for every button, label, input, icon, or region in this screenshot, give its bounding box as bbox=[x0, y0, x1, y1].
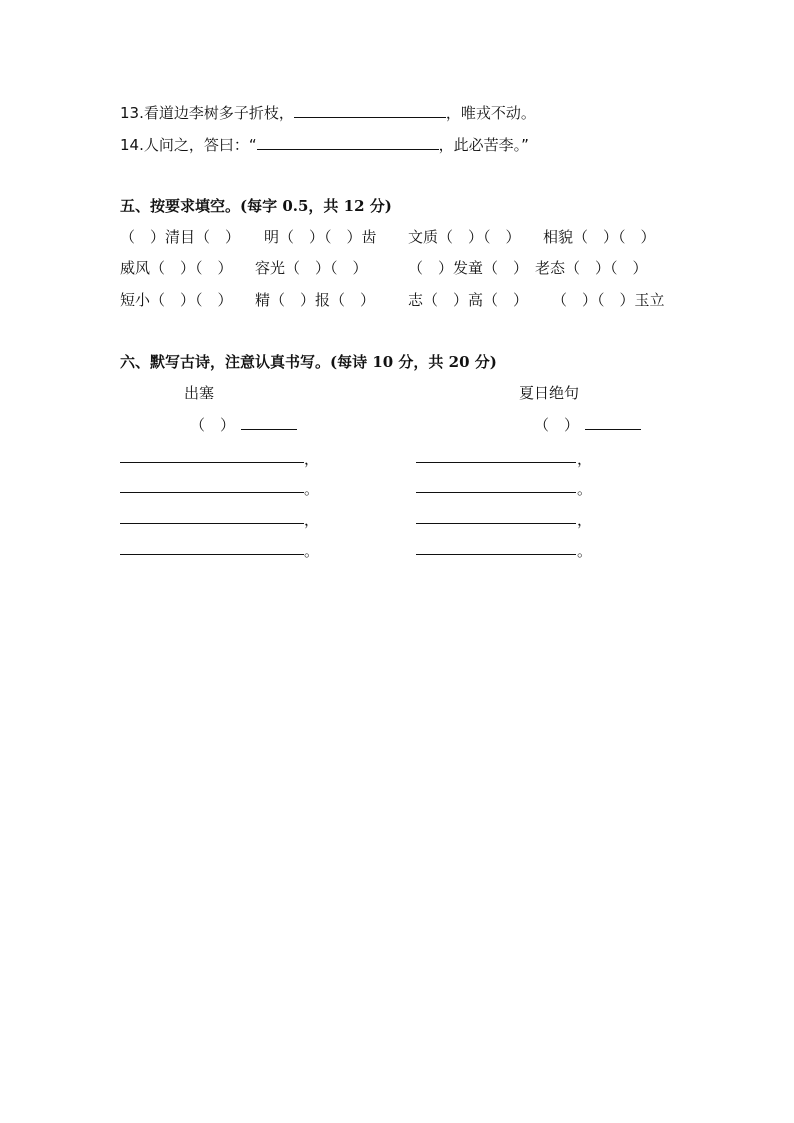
idiom-r3-c1[interactable]: 短小（ ）（ ） bbox=[120, 291, 233, 309]
question-14 bbox=[120, 134, 529, 155]
poem-1-author-blank[interactable] bbox=[241, 414, 297, 430]
idiom-r3-c3[interactable]: 志（ ）高（ ） bbox=[408, 291, 529, 309]
poem-2-line-2-punct: 。 bbox=[577, 480, 593, 498]
idiom-r1-c2[interactable]: 明（ ）（ ）齿 bbox=[264, 228, 377, 246]
question-13-answer-blank[interactable] bbox=[294, 102, 446, 118]
idiom-r1-c1[interactable]: （ ）清目（ ） bbox=[120, 228, 241, 246]
poem-1-line-3-punct: ， bbox=[304, 511, 320, 529]
poem-1-line-2-punct: 。 bbox=[304, 480, 320, 498]
poem-2-line-1-punct: ， bbox=[577, 450, 593, 468]
idiom-r1-c4[interactable]: 相貌（ ）（ ） bbox=[543, 228, 656, 246]
idiom-r2-c2[interactable]: 容光（ ）（ ） bbox=[255, 259, 368, 277]
idiom-r2-c4[interactable]: 老态（ ）（ ） bbox=[535, 259, 648, 277]
poem-1-dynasty-row bbox=[190, 414, 297, 435]
poem-1-line-1-punct: ， bbox=[304, 450, 320, 468]
poem-2-dynasty-blank[interactable]: （ ） bbox=[534, 416, 580, 434]
poem-2-line-3-punct: ， bbox=[577, 511, 593, 529]
poem-1-line-4-blank[interactable] bbox=[120, 554, 304, 555]
poem-2-line-4-punct: 。 bbox=[577, 542, 593, 560]
question-13-suffix: ，唯戎不动。 bbox=[445, 104, 536, 122]
poem-1-line-4-punct: 。 bbox=[304, 542, 320, 560]
section-5-heading: 五、按要求填空。(每字 0.5，共 12 分) bbox=[120, 197, 392, 215]
poem-2-line-2-blank[interactable] bbox=[416, 492, 576, 493]
poem-2-line-4-blank[interactable] bbox=[416, 554, 576, 555]
poem-2-dynasty-row bbox=[534, 414, 641, 435]
poem-2-author-blank[interactable] bbox=[585, 414, 641, 430]
question-14-suffix: ，此必苦李。” bbox=[438, 136, 529, 154]
idiom-r3-c2[interactable]: 精（ ）报（ ） bbox=[255, 291, 376, 309]
question-14-prefix: 14.人问之，答曰：“ bbox=[120, 136, 257, 154]
poem-2-line-1-blank[interactable] bbox=[416, 462, 576, 463]
idiom-r2-c3[interactable]: （ ）发童（ ） bbox=[408, 259, 529, 277]
idiom-r3-c4[interactable]: （ ）（ ）玉立 bbox=[552, 291, 665, 309]
poem-2-line-3-blank[interactable] bbox=[416, 523, 576, 524]
question-14-answer-blank[interactable] bbox=[257, 134, 439, 150]
poem-1-line-1-blank[interactable] bbox=[120, 462, 304, 463]
poem-2-title: 夏日绝句 bbox=[519, 384, 580, 402]
poem-1-title: 出塞 bbox=[184, 384, 215, 402]
question-13-prefix: 13.看道边李树多子折枝， bbox=[120, 104, 294, 122]
poem-1-dynasty-blank[interactable]: （ ） bbox=[190, 416, 236, 434]
poem-1-line-3-blank[interactable] bbox=[120, 523, 304, 524]
idiom-r1-c3[interactable]: 文质（ ）（ ） bbox=[408, 228, 521, 246]
idiom-r2-c1[interactable]: 威风（ ）（ ） bbox=[120, 259, 233, 277]
question-13 bbox=[120, 102, 536, 123]
poem-1-line-2-blank[interactable] bbox=[120, 492, 304, 493]
section-6-heading: 六、默写古诗，注意认真书写。(每诗 10 分，共 20 分) bbox=[120, 353, 497, 371]
